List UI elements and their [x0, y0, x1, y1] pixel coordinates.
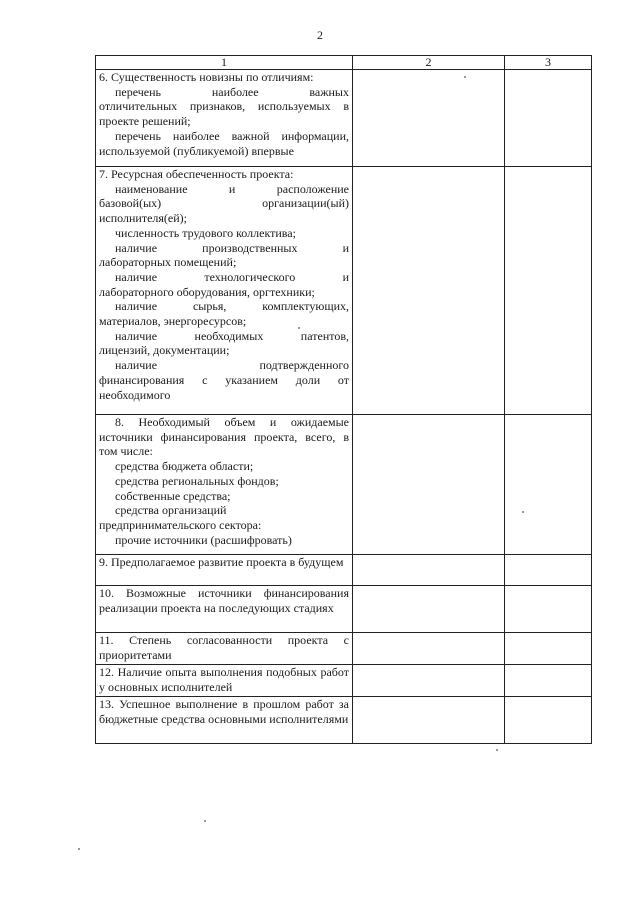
criterion-line: 10. Возможные источники финансирования реализации проекта на последующих стадиях	[99, 586, 349, 615]
table-row-13	[96, 697, 592, 744]
criterion-line: наличие подтвержденного	[115, 358, 349, 373]
scan-speck	[464, 76, 466, 78]
score-cell-col2[interactable]	[353, 697, 505, 744]
score-cell-col3[interactable]	[505, 70, 592, 167]
criterion-cell	[96, 697, 353, 744]
table-row-12	[96, 665, 592, 697]
criterion-line: собственные средства;	[115, 488, 231, 503]
criterion-line: лицензий, документации;	[99, 343, 230, 358]
score-cell-col3[interactable]	[505, 633, 592, 665]
scan-speck	[522, 511, 524, 513]
table-row-6	[96, 70, 592, 167]
criterion-cell	[96, 167, 353, 415]
criterion-line: 7. Ресурсная обеспеченность проекта:	[99, 167, 294, 181]
score-cell-col3[interactable]	[505, 415, 592, 555]
criterion-line: численность трудового коллектива;	[115, 225, 296, 240]
score-cell-col2[interactable]	[353, 665, 505, 697]
criterion-line: 6. Существенность новизны по отличиям:	[99, 70, 314, 84]
criterion-cell	[96, 586, 353, 633]
criterion-line: 9. Предполагаемое развитие проекта в будущем	[99, 555, 344, 569]
criterion-line: перечень наиболее важной информации, используемой (публикуемой) впервые	[99, 128, 349, 158]
criterion-line: прочие источники (расшифровать)	[115, 532, 292, 547]
criteria-table	[95, 55, 592, 744]
column-header-1: 1	[96, 56, 353, 70]
criterion-line: наличие сырья, комплектующих,	[115, 299, 349, 314]
criterion-line: перечень наиболее важных	[115, 84, 349, 99]
criterion-cell	[96, 555, 353, 586]
criterion-line: наименование и расположение	[115, 181, 349, 196]
table-row-11	[96, 633, 592, 665]
page-number: 2	[317, 28, 323, 42]
criterion-line: материалов, энергоресурсов;	[99, 314, 247, 329]
score-cell-col2[interactable]	[353, 415, 505, 555]
scan-speck	[496, 749, 498, 751]
criterion-line: лабораторного оборудования, оргтехники;	[99, 284, 315, 299]
criterion-line: 8. Необходимый объем и ожидаемые источники финансирования проекта, всего, в том числе:	[99, 415, 349, 459]
criterion-cell	[96, 665, 353, 697]
criterion-line: средства региональных фондов;	[115, 473, 279, 488]
table-row-9	[96, 555, 592, 586]
criterion-cell	[96, 415, 353, 555]
criterion-line: наличие производственных и	[115, 240, 349, 255]
table-row-10	[96, 586, 592, 633]
criterion-line: исполнителя(ей);	[99, 211, 187, 226]
score-cell-col3[interactable]	[505, 586, 592, 633]
scan-speck	[78, 848, 80, 850]
score-cell-col2[interactable]	[353, 167, 505, 415]
table-row-8	[96, 415, 592, 555]
criterion-line: средства организаций	[115, 503, 227, 518]
criterion-cell	[96, 633, 353, 665]
table-row-7	[96, 167, 592, 415]
score-cell-col2[interactable]	[353, 555, 505, 586]
criterion-line: 13. Успешное выполнение в прошлом работ за бюджетные средства основными исполнителями	[99, 697, 349, 726]
score-cell-col2[interactable]	[353, 633, 505, 665]
score-cell-col3[interactable]	[505, 697, 592, 744]
score-cell-col2[interactable]	[353, 586, 505, 633]
criterion-line: 12. Наличие опыта выполнения подобных работ у основных исполнителей	[99, 665, 349, 694]
criterion-line: отличительных признаков, используемых в проекте решений;	[99, 99, 349, 129]
score-cell-col3[interactable]	[505, 555, 592, 586]
score-cell-col2[interactable]	[353, 70, 505, 167]
header-row	[96, 56, 592, 70]
criterion-line: наличие необходимых патентов,	[115, 328, 349, 343]
column-header-3: 3	[505, 56, 592, 70]
score-cell-col3[interactable]	[505, 167, 592, 415]
criterion-cell	[96, 70, 353, 167]
score-cell-col3[interactable]	[505, 665, 592, 697]
criterion-line: средства бюджета области;	[115, 459, 254, 474]
scan-speck	[204, 820, 206, 822]
column-header-2: 2	[353, 56, 505, 70]
criterion-line: лабораторных помещений;	[99, 255, 237, 270]
criterion-line: предпринимательского сектора:	[99, 517, 262, 532]
criterion-line: 11. Степень согласованности проекта с приоритетами	[99, 633, 349, 662]
criterion-line: финансирования с указанием доли от	[99, 372, 349, 387]
criterion-line: наличие технологического и	[115, 269, 349, 284]
criterion-line: базовой(ых) организации(ый)	[99, 196, 349, 211]
criterion-line: необходимого	[99, 387, 171, 402]
scan-speck	[298, 327, 300, 329]
